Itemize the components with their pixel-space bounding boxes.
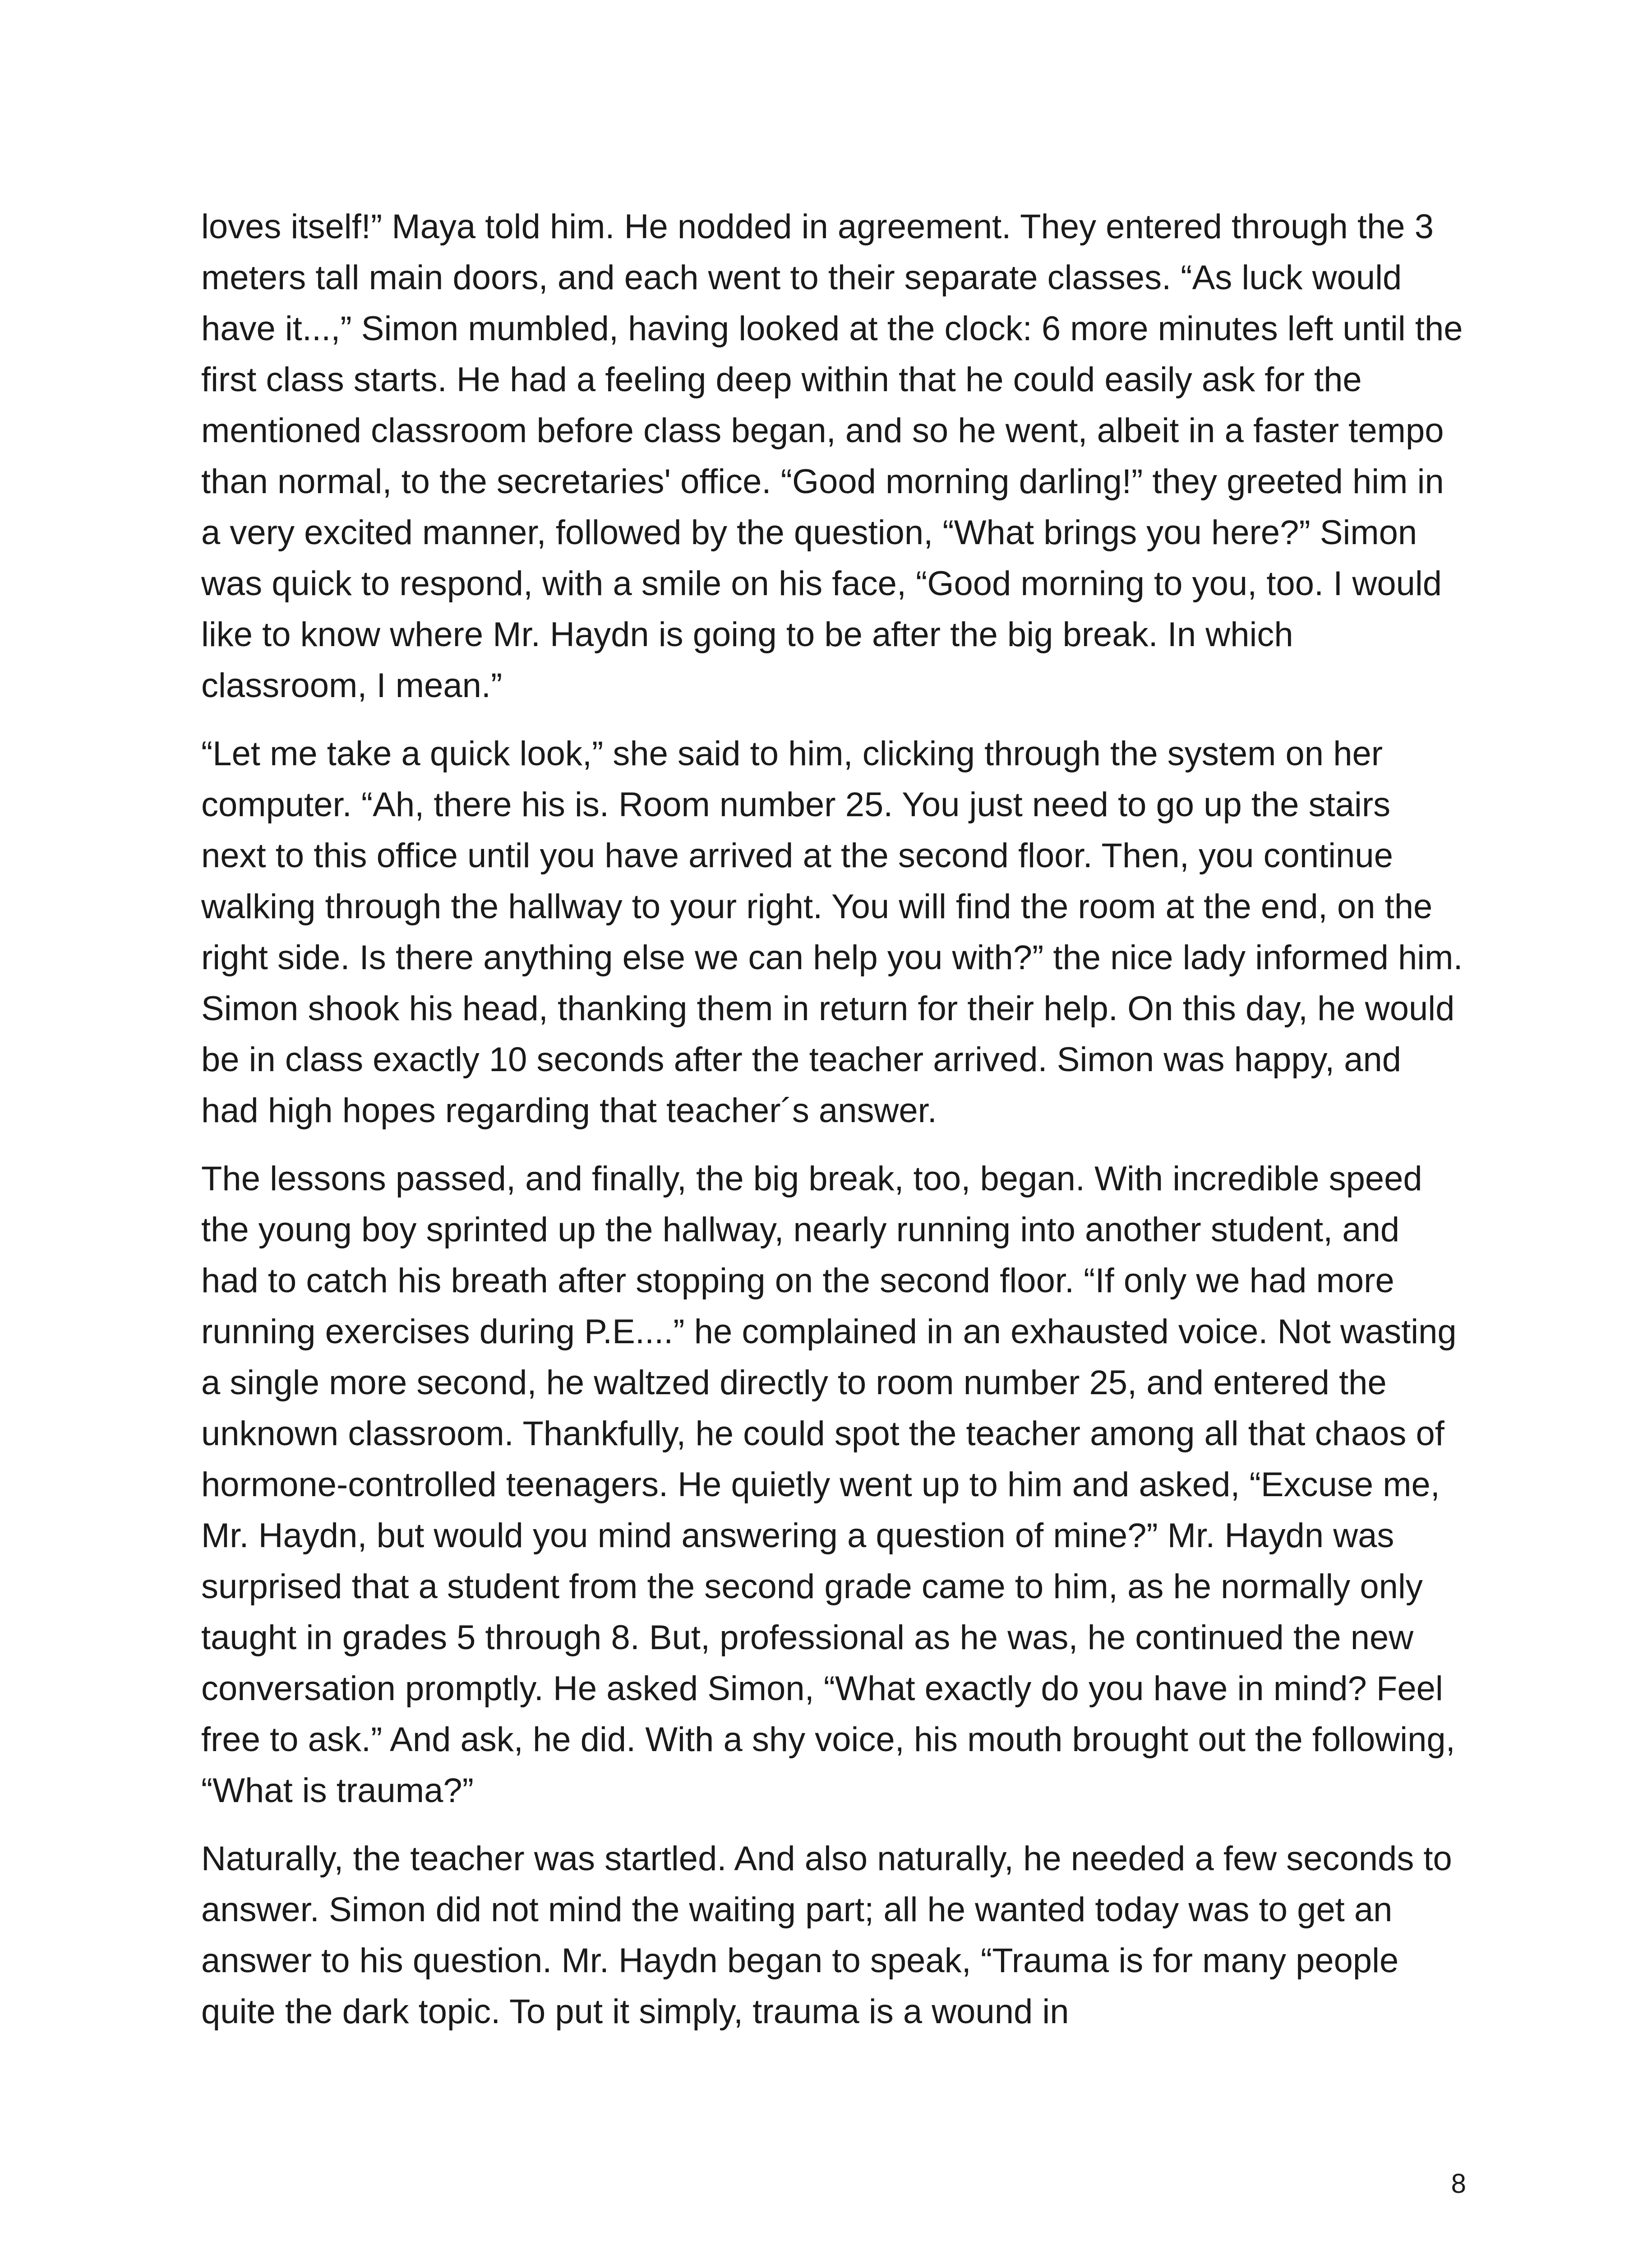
paragraph-4: Naturally, the teacher was startled. And also naturally, he needed a few seconds to answer. Simon did not mind the waiting part; all he wanted today was to get an answer to his question. Mr. Haydn began to speak, “Trauma is for many people quite the dark topic. To put it simply, trauma is a wound in bbox=[201, 1840, 1452, 2031]
paragraph-1: loves itself!” Maya told him. He nodded in agreement. They entered through the 3 meters tall main doors, and each went to their separate classes. “As luck would have it...,” Simon mumbled, having looked at the clock: 6 more minutes left until the first class starts. He had a feeling deep within that he could easily ask for the mentioned classroom before class began, and so he went, albeit in a faster tempo than normal, to the secretaries' office. “Good morning darling!” they greeted him in a very excited manner, followed by the question, “What brings you here?” Simon was quick to respond, with a smile on his face, “Good morning to you, too. I would like to know where Mr. Haydn is going to be after the big break. In which classroom, I mean.” bbox=[201, 208, 1463, 705]
page-number: 8 bbox=[1451, 2168, 1466, 2199]
paragraph-2: “Let me take a quick look,” she said to him, clicking through the system on her computer. “Ah, there his is. Room number 25. You just need to go up the stairs next to this office until you have arrived at the second floor. Then, you continue walking through the hallway to your right. You will find the room at the end, on the right side. Is there anything else we can help you with?” the nice lady informed him. Simon shook his head, thanking them in return for their help. On this day, he would be in class exactly 10 seconds after the teacher arrived. Simon was happy, and had high hopes regarding that teacher´s answer. bbox=[201, 735, 1463, 1130]
paragraph-3: The lessons passed, and finally, the big break, too, began. With incredible speed the young boy sprinted up the hallway, nearly running into another student, and had to catch his breath after stopping on the second floor. “If only we had more running exercises during P.E....” he complained in an exhausted voice. Not wasting a single more second, he waltzed directly to room number 25, and entered the unknown classroom. Thankfully, he could spot the teacher among all that chaos of hormone-controlled teenagers. He quietly went up to him and asked, “Excuse me, Mr. Haydn, but would you mind answering a question of mine?” Mr. Haydn was surprised that a student from the second grade came to him, as he normally only taught in grades 5 through 8. But, professional as he was, he continued the new conversation promptly. He asked Simon, “What exactly do you have in mind? Feel free to ask.” And ask, he did. With a shy voice, his mouth brought out the following, “What is trauma?” bbox=[201, 1160, 1457, 1810]
body-text bbox=[201, 201, 1464, 2054]
